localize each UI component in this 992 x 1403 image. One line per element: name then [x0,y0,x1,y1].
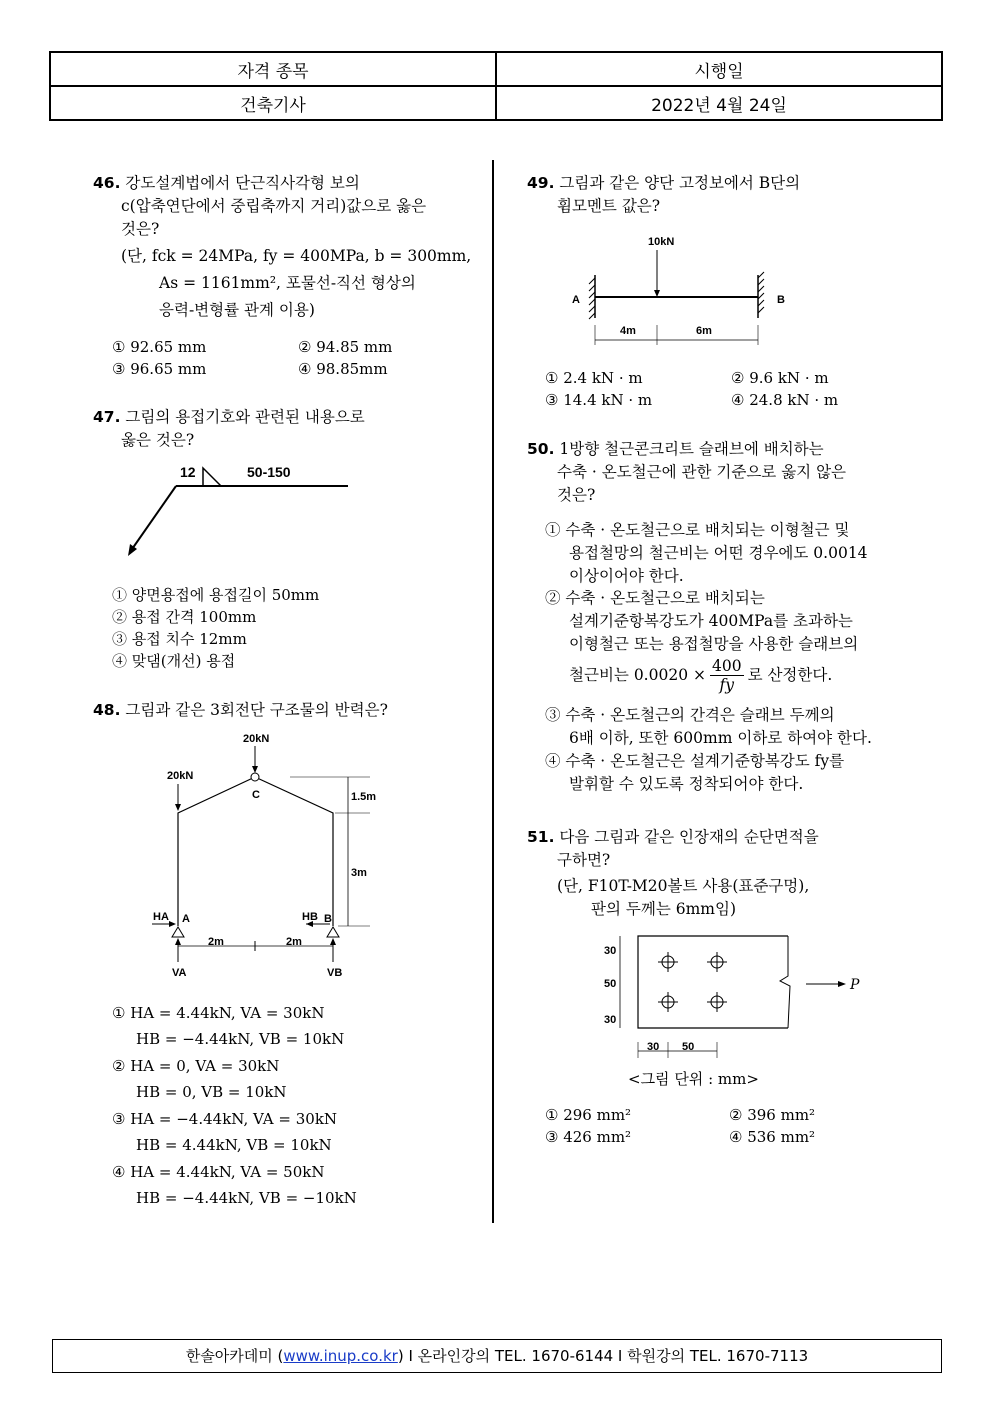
tension-plate-figure [600,930,870,1065]
vb-arrowhead-icon [330,938,336,945]
q47-line-2: 옳은 것은? [121,431,195,449]
beam-dim-6m: 6m [696,325,712,337]
q47-option-1: ① 양면용접에 용접길이 50mm [112,586,320,604]
plate-dim-30-top: 30 [604,945,617,957]
q51-cond-2: 판의 두께는 6mm임) [591,900,736,918]
dim-3m: 3m [351,867,367,879]
question-48 [93,699,388,722]
q49-line-1: 그림과 같은 양단 고정보에서 B단의 [559,174,801,192]
q48-option-1-line-2: HB = −4.44kN, VB = 10kN [136,1030,345,1048]
q48-option-1 [112,1002,344,1050]
beam-dim-4m: 4m [620,325,636,337]
header-col1-value: 건축기사 [50,86,496,120]
q48-number: 48. [93,701,121,719]
q49-number: 49. [527,174,555,192]
column-divider [492,160,494,1223]
hinge-c-icon [251,773,259,781]
vb-label: VB [327,967,343,979]
wall-a-hatch-icon [589,278,595,319]
load-left-arrowhead-icon [175,804,181,811]
q49-option-3: ③ 14.4 kN · m [545,391,653,409]
q50-formula-fraction [710,657,744,694]
q46-option-3: ③ 96.65 mm [112,360,207,378]
q50-option-1 [545,519,868,588]
q51-number: 51. [527,828,555,846]
load-p-arrowhead-icon [838,981,846,987]
q50-line-1: 1방향 철근콘크리트 슬래브에 배치하는 [559,440,824,458]
q49-option-2: ② 9.6 kN · m [731,369,829,387]
support-a-label: A [182,913,190,925]
plate-dim-50: 50 [604,978,617,990]
q51-option-4: ④ 536 mm² [729,1128,816,1146]
load-top-arrowhead-icon [252,766,258,773]
q46-option-1: ① 92.65 mm [112,338,207,356]
q50-formula-numerator: 400 [711,657,742,675]
beam-a-label: A [572,294,580,306]
q50-option-1-line-3: 이상이어야 한다. [569,567,684,585]
plate-outline [638,936,788,1028]
va-arrowhead-icon [175,938,181,945]
q46-cond-1: (단, fck = 24MPa, fy = 400MPa, b = 300mm, [121,247,472,265]
q50-option-2-line-2: 설계기준항복강도가 400MPa를 초과하는 [569,612,853,630]
q51-unit-note: <그림 단위 : mm> [628,1070,759,1088]
footer-contact: ) I 온라인강의 TEL. 1670-6144 I 학원강의 TEL. 1670-7113 [397,1347,809,1365]
fixed-beam-figure [565,230,795,350]
wall-b-hatch-icon [758,272,764,313]
weld-size-label: 12 [180,464,196,480]
q50-option-1-line-1: ① 수축 · 온도철근으로 배치되는 이형철근 및 [545,521,850,539]
ha-arrowhead-icon [169,921,176,927]
q50-formula-pre: 철근비는 0.0020 × [569,666,706,684]
q50-option-4-line-1: ④ 수축 · 온도철근은 설계기준항복강도 fy를 [545,752,845,770]
q49-option-4: ④ 24.8 kN · m [731,391,839,409]
q50-option-2-line-3: 이형철근 또는 용접철망을 사용한 슬래브의 [569,635,859,653]
q46-cond-2: As = 1161mm², 포물선-직선 형상의 [159,274,416,292]
ha-label: HA [153,911,169,923]
q48-option-1-line-1: ① HA = 4.44kN, VA = 30kN [112,1004,325,1022]
q47-option-4: ④ 맞댐(개선) 용접 [112,652,236,670]
header-col2-label: 시행일 [496,52,942,86]
q50-number: 50. [527,440,555,458]
plate-break-line [780,936,790,1028]
hb-label: HB [302,911,318,923]
header-table [49,51,943,121]
q48-option-3-line-2: HB = 4.44kN, VB = 10kN [136,1136,332,1154]
beam-load-arrowhead-icon [654,290,660,297]
q47-line-1: 그림의 용접기호와 관련된 내용으로 [125,408,365,426]
q50-line-2: 수축 · 온도철근에 관한 기준으로 옳지 않은 [557,463,847,481]
q51-option-1: ① 296 mm² [545,1106,632,1124]
q48-line: 그림과 같은 3회전단 구조물의 반력은? [125,701,388,719]
bolt-holes [658,952,727,1012]
question-46 [93,172,471,322]
q48-option-2-line-1: ② HA = 0, VA = 30kN [112,1057,280,1075]
question-47 [93,406,365,452]
weld-arrowhead-icon [128,544,137,556]
hinge-c-label: C [252,789,260,801]
q46-line-2: c(압축연단에서 중립축까지 거리)값으로 옳은 [121,197,427,215]
q50-option-4-line-2: 발휘할 수 있도록 정착되어야 한다. [569,775,804,793]
footer-url-link[interactable]: www.inup.co.kr [283,1347,398,1365]
q48-option-2-line-2: HB = 0, VB = 10kN [136,1083,287,1101]
support-a-icon [172,927,184,937]
q51-cond-1: (단, F10T-M20볼트 사용(표준구멍), [557,877,810,895]
question-51 [527,826,819,921]
q50-option-2-line-1: ② 수축 · 온도철근으로 배치되는 [545,589,765,607]
dim-2m-left: 2m [208,936,224,948]
q48-option-2 [112,1055,287,1103]
q47-option-2: ② 용접 간격 100mm [112,608,257,626]
q46-line-1: 강도설계법에서 단근직사각형 보의 [125,174,360,192]
q51-option-2: ② 396 mm² [729,1106,816,1124]
plate-dim-30-bottom: 30 [604,1014,617,1026]
plate-dim-50-horizontal: 50 [682,1041,695,1053]
q50-option-1-line-2: 용접철망의 철근비는 어떤 경우에도 0.0014 [569,544,868,562]
fillet-weld-icon [203,468,221,486]
support-b-label: B [324,913,332,925]
q48-option-4-line-1: ④ HA = 4.44kN, VA = 50kN [112,1163,325,1181]
q46-option-2: ② 94.85 mm [298,338,393,356]
question-49 [527,172,800,218]
q46-number: 46. [93,174,121,192]
dim-1-5m: 1.5m [351,791,377,803]
q50-option-4 [545,750,844,796]
q46-cond-3: 응력-변형률 관계 이용) [159,301,315,319]
q50-line-3: 것은? [557,486,596,504]
dim-2m-right: 2m [286,936,302,948]
q46-option-4: ④ 98.85mm [298,360,388,378]
plate-dim-30-horizontal: 30 [647,1041,660,1053]
question-50 [527,438,846,507]
q51-line-2: 구하면? [557,851,611,869]
q50-option-3-line-1: ③ 수축 · 온도철근의 간격은 슬래브 두께의 [545,706,835,724]
q50-formula-post: 로 산정한다. [747,666,833,684]
q51-option-3: ③ 426 mm² [545,1128,632,1146]
beam-load-label: 10kN [648,236,675,248]
q48-option-4 [112,1161,357,1209]
q48-option-4-line-2: HB = −4.44kN, VB = −10kN [136,1189,357,1207]
header-col1-label: 자격 종목 [50,52,496,86]
q50-formula-denominator: fy [719,676,735,694]
q50-option-2 [545,587,858,656]
q48-option-3 [112,1108,337,1156]
q48-option-3-line-1: ③ HA = −4.44kN, VA = 30kN [112,1110,338,1128]
weld-pitch-label: 50-150 [247,464,291,480]
load-left-label: 20kN [167,770,194,782]
q51-line-1: 다음 그림과 같은 인장재의 순단면적을 [559,828,819,846]
weld-arrow-line [130,486,176,552]
q47-number: 47. [93,408,121,426]
q50-option-3 [545,704,872,750]
q50-option-3-line-2: 6배 이하, 또한 600mm 이하로 하여야 한다. [569,729,872,747]
q49-option-1: ① 2.4 kN · m [545,369,643,387]
beam-b-label: B [777,294,785,306]
load-p-label: P [850,977,860,993]
support-b-icon [327,927,339,937]
q46-line-3: 것은? [121,220,160,238]
header-col2-value: 2022년 4월 24일 [496,86,942,120]
weld-symbol-figure [120,460,360,565]
q50-option-2-formula [569,657,832,694]
footer [52,1339,942,1373]
q47-option-3: ③ 용접 치수 12mm [112,630,247,648]
three-hinged-frame-figure [140,726,400,988]
load-top-label: 20kN [243,733,270,745]
q49-line-2: 휨모멘트 값은? [557,197,661,215]
va-label: VA [172,967,187,979]
footer-academy: 한솔아카데미 ( [185,1347,284,1365]
